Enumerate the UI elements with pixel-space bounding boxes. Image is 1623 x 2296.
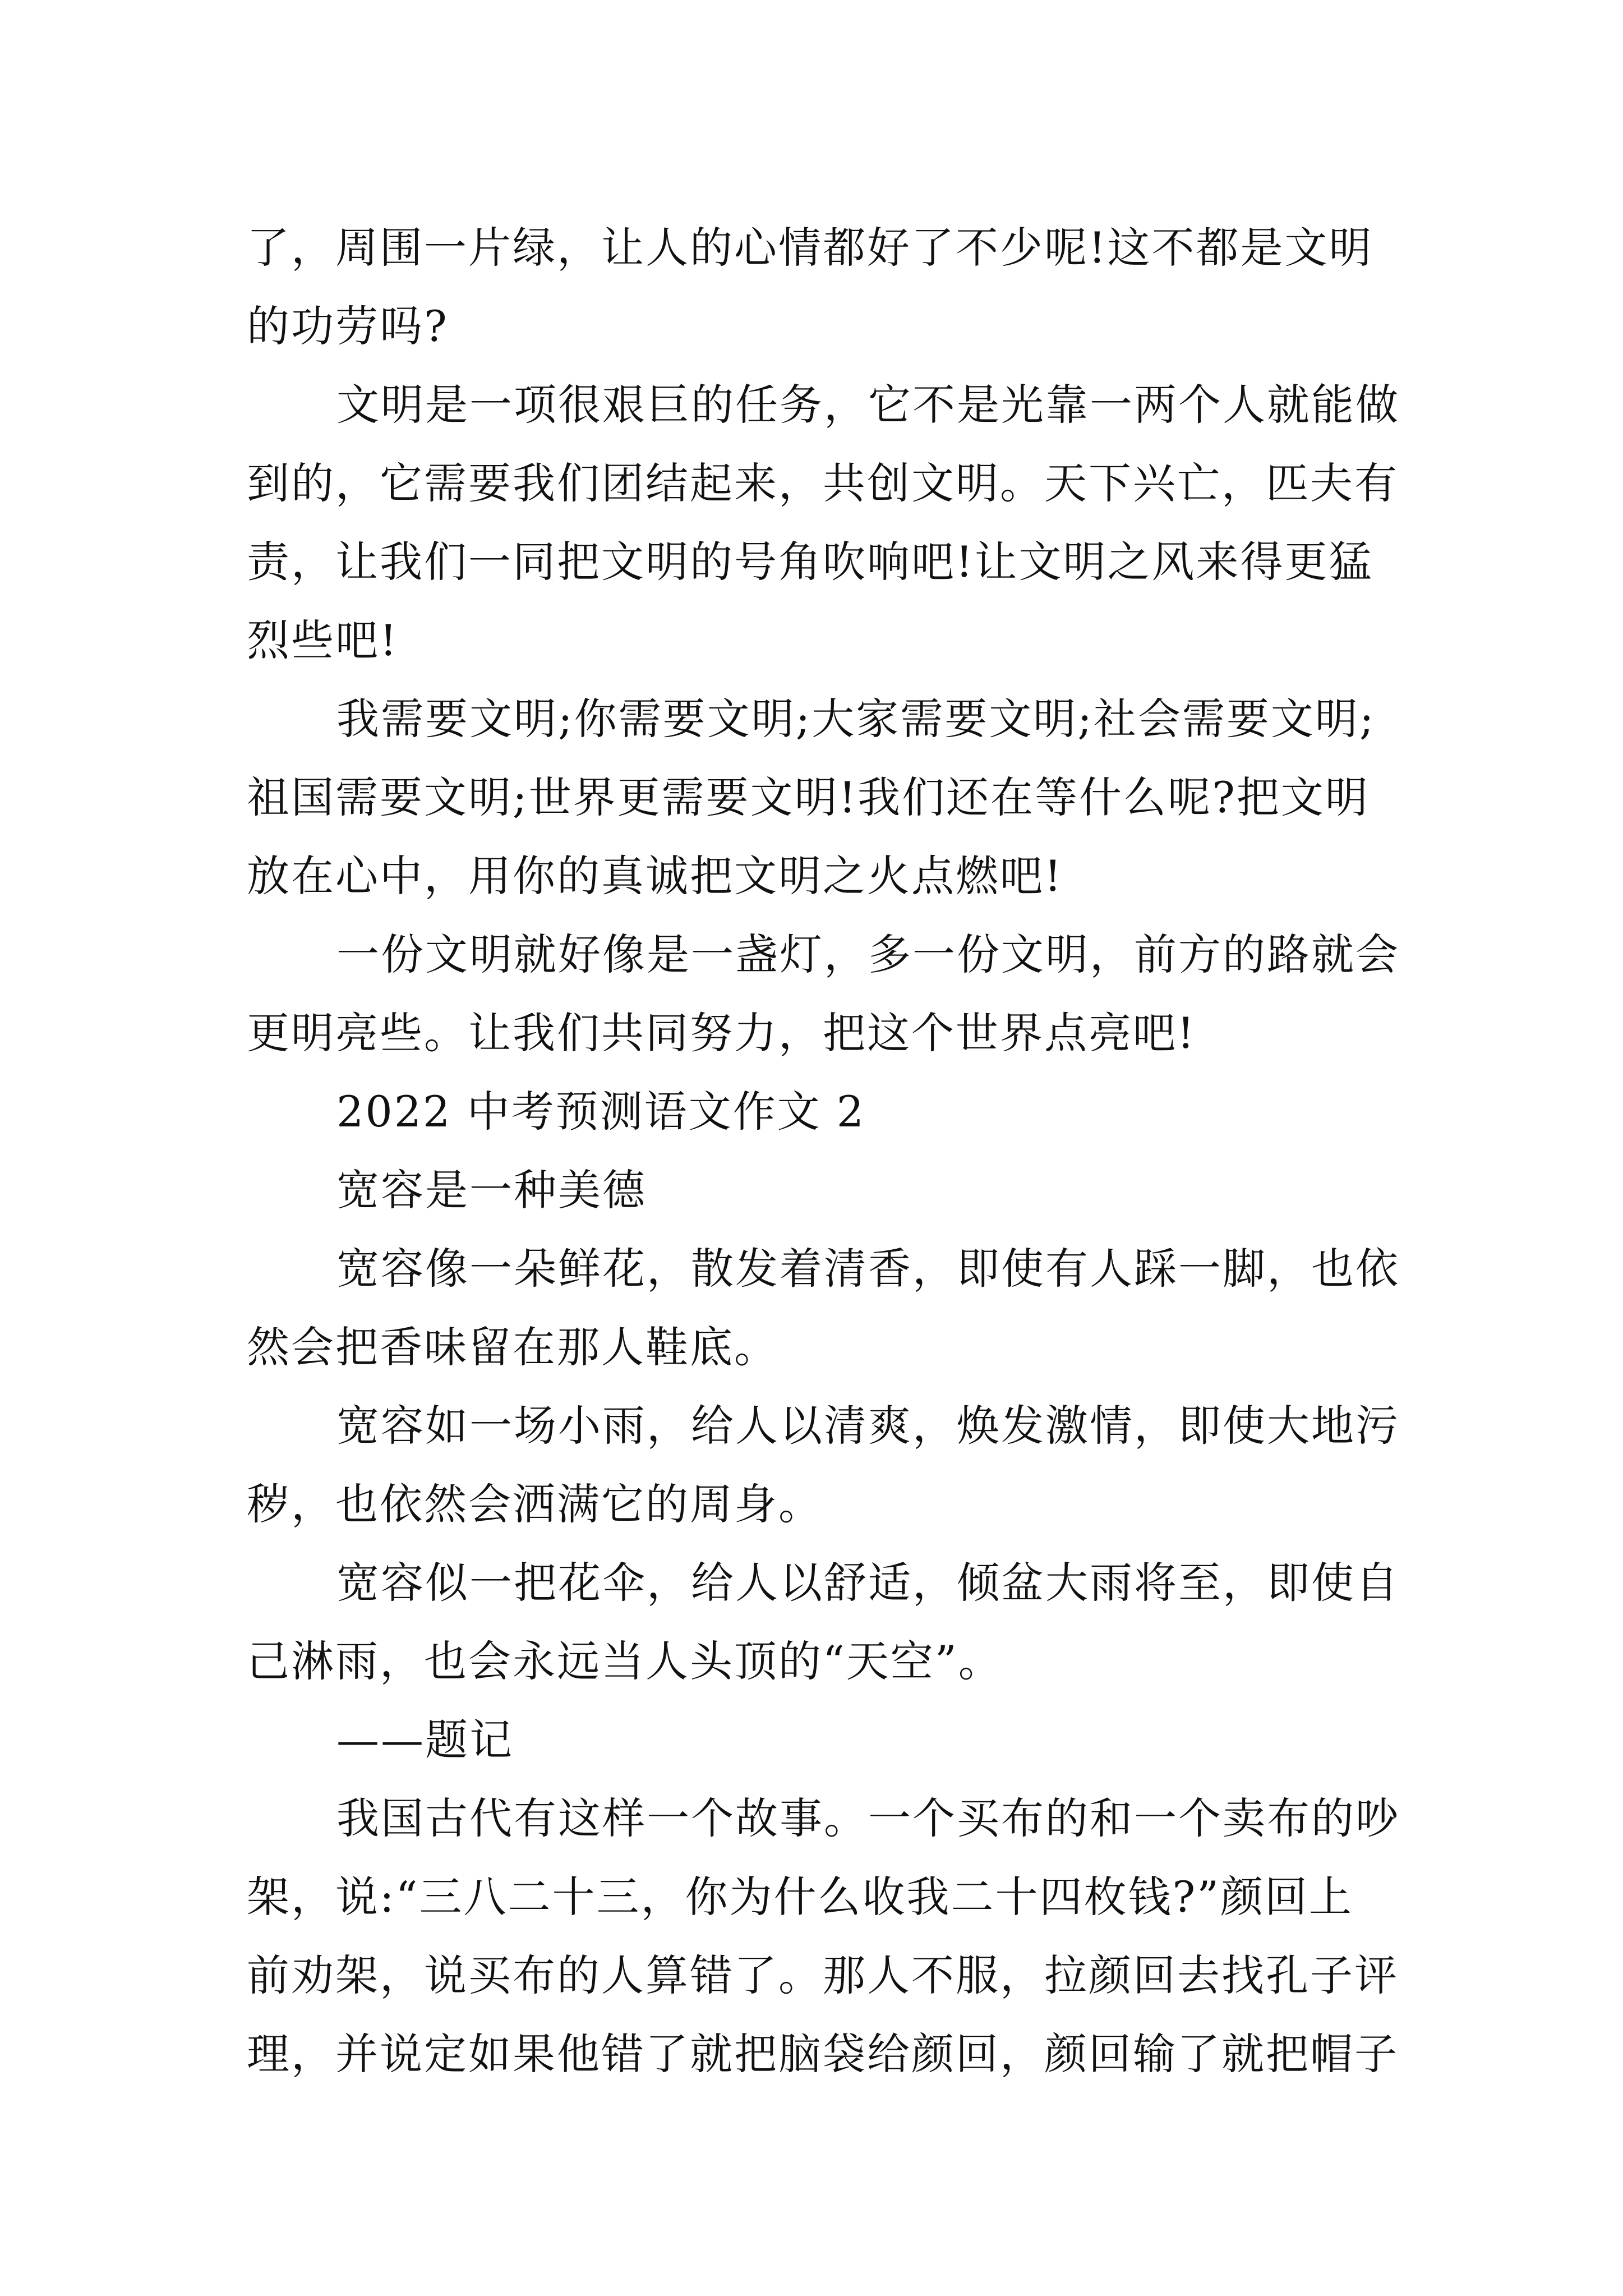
text-line: 的功劳吗?: [247, 301, 449, 351]
text-line: 己淋雨，也会永远当人头顶的“天空”。: [247, 1636, 1003, 1686]
text-line: 理，并说定如果他错了就把脑袋给颜回，颜回输了就把帽子: [247, 2029, 1399, 2079]
paragraph-first-line: 宽容像一朵鲜花，散发着清香，即使有人踩一脚，也依: [336, 1244, 1400, 1294]
paragraph-first-line: 我需要文明;你需要文明;大家需要文明;社会需要文明;: [336, 694, 1376, 744]
epigraph-attribution: ——题记: [336, 1715, 514, 1765]
essay-title: 宽容是一种美德: [336, 1165, 647, 1215]
paragraph-first-line: 一份文明就好像是一盏灯，多一份文明，前方的路就会: [336, 930, 1400, 979]
paragraph-first-line: 宽容似一把花伞，给人以舒适，倾盆大雨将至，即使自: [336, 1558, 1400, 1608]
text-line: 责，让我们一同把文明的号角吹响吧!让文明之风来得更猛: [247, 537, 1373, 587]
text-line: 了，周围一片绿，让人的心情都好了不少呢!这不都是文明: [247, 223, 1373, 273]
document-body: [247, 209, 1400, 2093]
paragraph-first-line: 我国古代有这样一个故事。一个买布的和一个卖布的吵: [336, 1793, 1400, 1843]
text-line: 更明亮些。让我们共同努力，把这个世界点亮吧!: [247, 1008, 1196, 1058]
paragraph-first-line: 宽容如一场小雨，给人以清爽，焕发激情，即使大地污: [336, 1401, 1400, 1451]
text-line: 放在心中，用你的真诚把文明之火点燃吧!: [247, 851, 1063, 901]
text-line: 到的，它需要我们团结起来，共创文明。天下兴亡，匹夫有: [247, 458, 1399, 508]
text-line: 前劝架，说买布的人算错了。那人不服，拉颜回去找孔子评: [247, 1950, 1399, 2000]
text-line: 然会把香味留在那人鞋底。: [247, 1322, 778, 1372]
text-line: 秽，也依然会洒满它的周身。: [247, 1479, 823, 1529]
text-line: 烈些吧!: [247, 615, 399, 665]
section-heading: 2022 中考预测语文作文 2: [336, 1087, 866, 1137]
paragraph-first-line: 文明是一项很艰巨的任务，它不是光靠一两个人就能做: [336, 380, 1400, 430]
text-line: 祖国需要文明;世界更需要文明!我们还在等什么呢?把文明: [247, 772, 1370, 822]
text-line: 架，说:“三八二十三，你为什么收我二十四枚钱?”颜回上: [247, 1872, 1354, 1922]
